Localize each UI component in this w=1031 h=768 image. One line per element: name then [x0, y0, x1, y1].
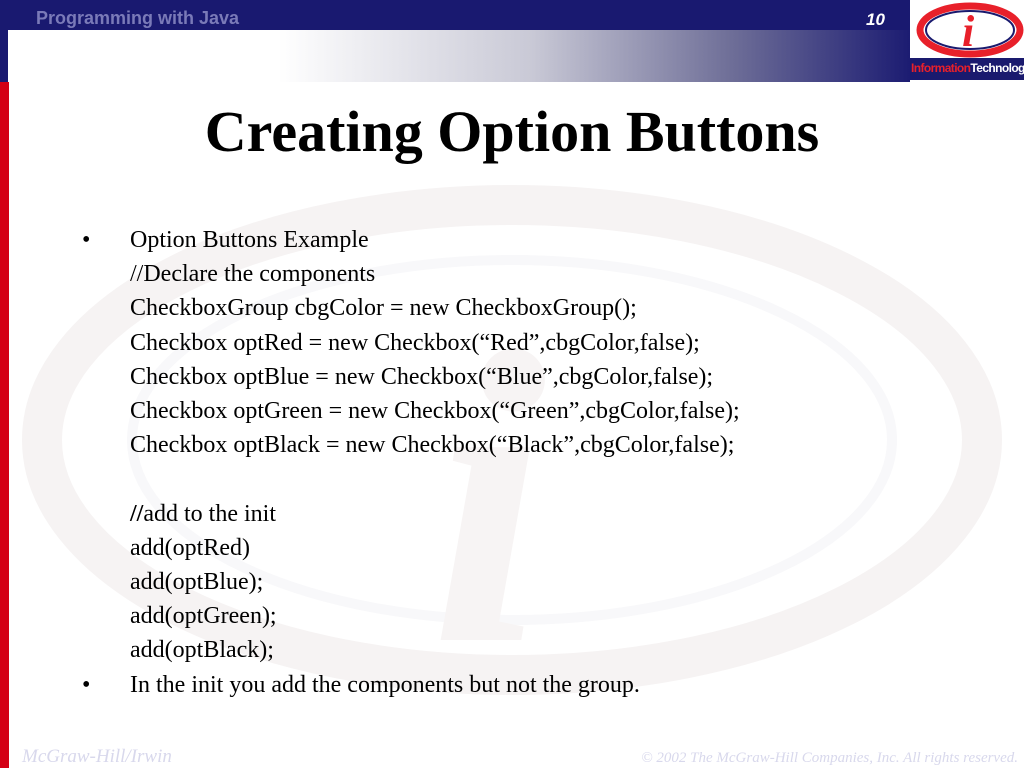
code-comment-line	[130, 497, 976, 531]
code-line: Checkbox optGreen = new Checkbox(“Green”,cbgColor,false);	[130, 398, 740, 425]
code-line: Checkbox optRed = new Checkbox(“Red”,cbgColor,false);	[130, 329, 700, 356]
code-line: add(optBlue);	[130, 569, 264, 596]
text-line: In the init you add the components but not the group.	[130, 671, 640, 698]
bullet-icon: •	[82, 227, 91, 253]
blank-line	[130, 462, 976, 496]
slide-title: Creating Option Buttons	[204, 99, 820, 164]
code-line: add(optGreen);	[130, 603, 277, 630]
logo-letter: i	[962, 7, 975, 56]
bullet-item	[76, 668, 976, 702]
footer-copyright: © 2002 The McGraw-Hill Companies, Inc. All rights reserved.	[641, 750, 1018, 766]
comment-text: add to the init	[143, 500, 276, 527]
bullet-item	[76, 223, 976, 668]
code-line: Checkbox optBlack = new Checkbox(“Black”,cbgColor,false);	[130, 432, 735, 459]
slide-number: 10	[866, 10, 885, 29]
comment-prefix: //	[130, 500, 144, 527]
code-line: Checkbox optBlue = new Checkbox(“Blue”,cbgColor,false);	[130, 363, 714, 390]
logo-text-technology: Technology	[970, 61, 1031, 75]
logo-ring-icon	[910, 0, 1024, 60]
slide-body	[76, 223, 976, 702]
logo-wordmark	[911, 61, 1031, 75]
svg-text:i: i	[430, 266, 547, 731]
header-gradient-band	[8, 30, 910, 82]
text-line: Option Buttons Example	[130, 227, 369, 253]
header-left-strip	[0, 30, 8, 82]
code-line: CheckboxGroup cbgColor = new CheckboxGroup();	[130, 295, 637, 322]
left-accent-bar	[0, 82, 9, 768]
code-line: add(optBlack);	[130, 637, 274, 664]
logo-text-information: Information	[911, 61, 971, 75]
bullet-icon: •	[82, 671, 91, 698]
code-line: add(optRed)	[130, 534, 250, 561]
course-title: Programming with Java	[36, 8, 240, 28]
footer-publisher: McGraw-Hill/Irwin	[22, 746, 172, 767]
code-comment-line: //Declare the components	[130, 261, 376, 288]
